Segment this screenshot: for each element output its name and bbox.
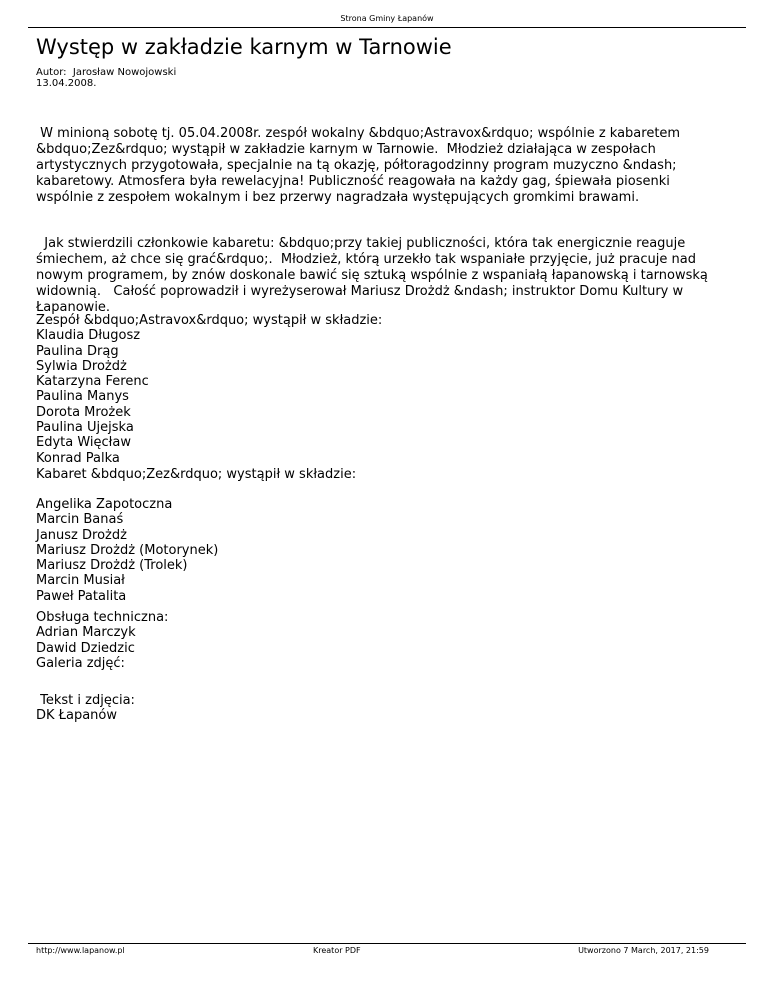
technical-crew [36, 610, 168, 671]
footer-url: http://www.lapanow.pl [36, 946, 125, 955]
lineup-member: Paulina Manys [36, 389, 129, 405]
lineup-member: Mariusz Drożdż (Trolek) [36, 558, 188, 574]
lineup-member: Edyta Więcław [36, 435, 131, 451]
article-date: 13.04.2008. [36, 78, 97, 89]
lineup-member: Marcin Musiał [36, 573, 125, 589]
lineup-member: Konrad Palka [36, 450, 120, 466]
footer-created: Utworzono 7 March, 2017, 21:59 [578, 946, 709, 955]
lineup-member: Marcin Banaś [36, 512, 124, 528]
footer-generator: Kreator PDF [313, 946, 361, 955]
paragraph-line: kabaretowy. Atmosfera była rewelacyjna! Publiczność reagowała na każdy gag, śpiewała piosenki [36, 174, 670, 189]
paragraph-line: nowym programem, by znów doskonale bawić się sztuką wspólnie z wspaniałą łapanowską i tarnowską [36, 268, 708, 283]
page-header: Strona Gminy Łapanów [340, 14, 434, 23]
lineup-member: Dawid Dziedzic [36, 640, 135, 656]
kabaret-lineup [36, 497, 218, 604]
paragraph-line: Łapanowie. [36, 300, 111, 315]
paragraph-line: W minioną sobotę tj. 05.04.2008r. zespół wokalny &bdquo;Astravox&rdquo; wspólnie z kabaretem [36, 126, 681, 141]
paragraph-line: &bdquo;Zez&rdquo; wystąpił w zakładzie karnym w Tarnowie. Młodzież działająca w zespołach [36, 142, 656, 157]
astravox-lineup [36, 313, 382, 466]
lineup-heading: Kabaret &bdquo;Zez&rdquo; wystąpił w składzie: [36, 467, 357, 482]
credits [36, 693, 135, 724]
paragraph-line: wspólnie z zespołem wokalnym i bez przerwy nagradzała występujących gromkimi brawami. [36, 190, 640, 205]
footer-divider [28, 943, 746, 944]
paragraph-line: Jak stwierdzili członkowie kabaretu: &bdquo;przy takiej publiczności, która tak energicznie reaguje [36, 236, 686, 251]
paragraph-line: śmiechem, aż chce się grać&rdquo;. Młodzież, którą urzekło tak wspaniałe przyjęcie, już pracuje nad [36, 252, 696, 267]
lineup-member: Adrian Marczyk [36, 625, 136, 641]
lineup-member: Paulina Ujejska [36, 420, 134, 436]
credits-label: Tekst i zdjęcia: [36, 693, 135, 708]
paragraph-line: widownią. Całość poprowadził i wyreżyserował Mariusz Drożdż &ndash; instruktor Domu Kultury w [36, 284, 684, 299]
kabaret-heading-block [36, 467, 356, 482]
lineup-member: Angelika Zapotoczna [36, 497, 173, 512]
paragraph-reaction [36, 236, 726, 316]
paragraph-line: artystycznych przygotowała, specjalnie na tą okazję, półtoragodzinny program muzyczno &ndash; [36, 158, 677, 173]
lineup-member: Katarzyna Ferenc [36, 374, 149, 390]
gallery-label: Galeria zdjęć: [36, 655, 125, 671]
article-meta [36, 67, 176, 89]
paragraph-intro [36, 126, 726, 206]
lineup-heading: Obsługa techniczna: [36, 610, 169, 625]
article-title: Występ w zakładzie karnym w Tarnowie [36, 35, 452, 59]
lineup-member: Sylwia Drożdż [36, 358, 127, 374]
lineup-member: Paweł Patalita [36, 588, 127, 604]
lineup-member: Dorota Mrożek [36, 404, 131, 420]
lineup-member: Janusz Drożdż [36, 527, 127, 543]
lineup-member: Mariusz Drożdż (Motorynek) [36, 542, 219, 558]
article-author: Autor: Jarosław Nowojowski [36, 67, 177, 78]
header-divider [28, 27, 746, 28]
credits-source: DK Łapanów [36, 708, 117, 724]
lineup-member: Paulina Drąg [36, 343, 119, 359]
lineup-heading: Zespół &bdquo;Astravox&rdquo; wystąpił w składzie: [36, 313, 383, 328]
lineup-member: Klaudia Długosz [36, 328, 141, 344]
